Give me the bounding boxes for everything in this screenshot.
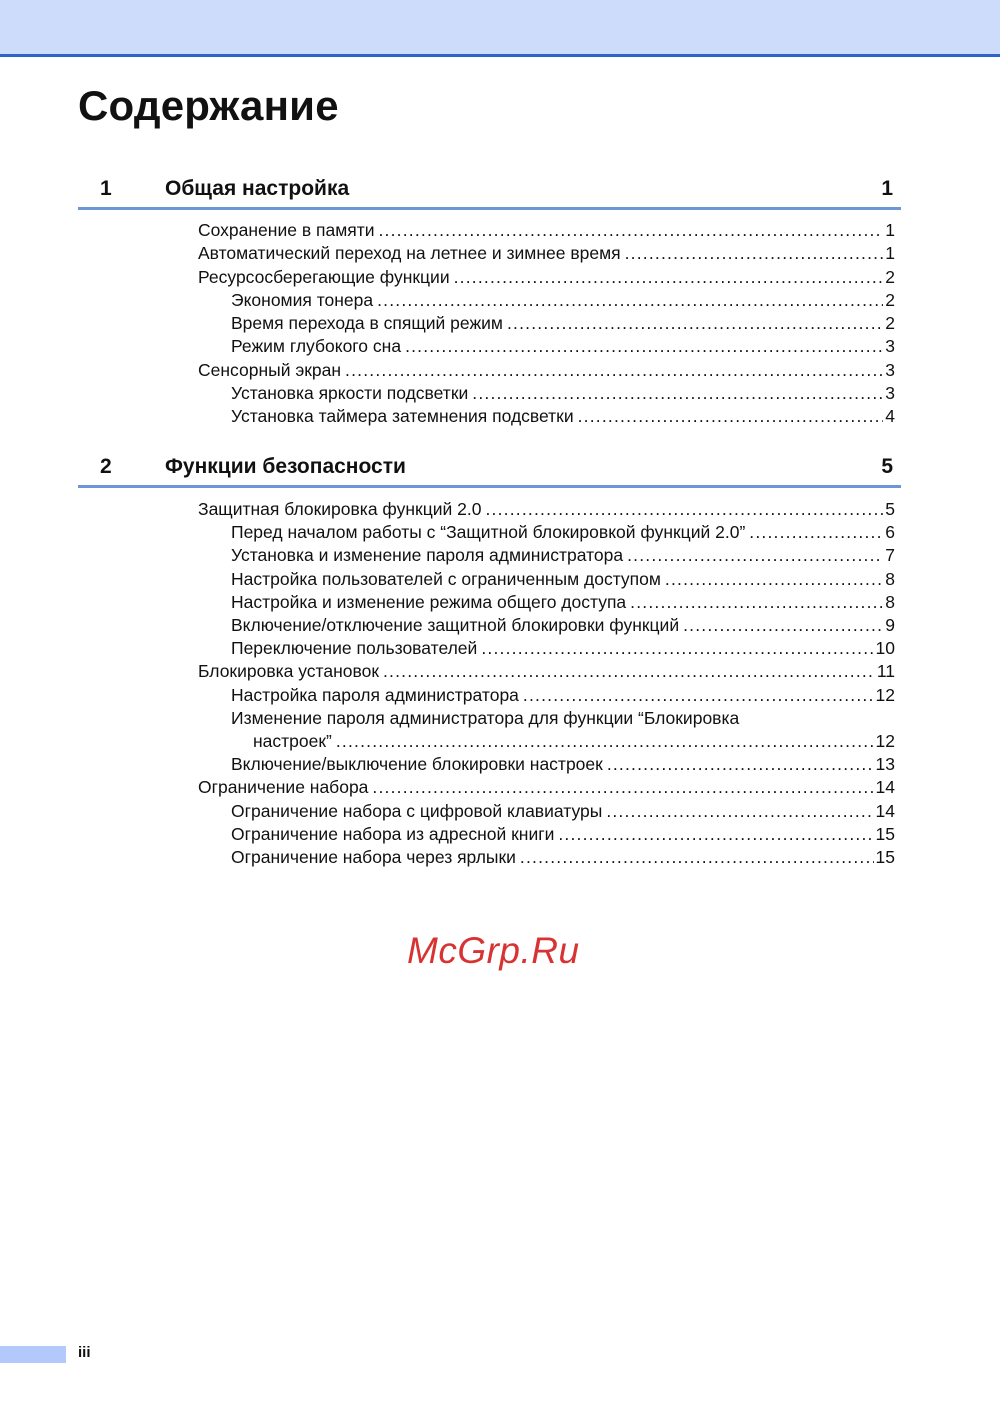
toc-entry[interactable] [231,521,895,544]
toc-entry[interactable] [198,266,895,289]
toc-entry-text: Защитная блокировка функций 2.0 [198,499,482,519]
toc-entry[interactable] [231,684,895,707]
toc-entry-page: 2 [885,313,895,333]
dot-leader [383,660,875,683]
dot-leader [578,405,884,428]
watermark: McGrp.Ru [407,930,580,971]
toc-entry[interactable] [231,614,895,637]
toc-entry-page: 12 [875,684,895,705]
dot-leader [379,219,884,242]
toc-entry-page: 12 [875,731,895,751]
toc-entry-text: Режим глубокого сна [231,336,402,357]
chapter-title: Общая настройка [165,177,350,200]
toc-entry-text: Время перехода в спящий режим [231,313,503,333]
footer-band [0,1346,66,1363]
dot-leader [665,568,883,591]
chapter-page: 5 [881,455,893,478]
dot-leader [507,312,883,335]
dot-leader [372,776,873,799]
toc-entry-text: Ограничение набора из адресной книги [231,823,555,844]
toc-entry-text: Ограничение набора через ярлыки [231,847,516,867]
toc-entry[interactable] [231,568,895,591]
chapter-title: Функции безопасности [165,455,406,478]
toc-entry-text: Установка яркости подсветки [231,382,469,403]
toc-entry-text: Переключение пользователей [231,638,478,659]
toc-entry-page: 2 [885,289,895,310]
toc-entry-page: 15 [875,847,895,867]
dot-leader [606,800,873,823]
dot-leader [625,242,884,265]
toc-entry-page: 14 [875,777,895,798]
toc-entry-text: Изменение пароля администратора для функции “Блокировка [231,707,740,728]
toc-entry-text: Сохранение в памяти [198,220,375,240]
toc-entry-page: 3 [885,382,895,403]
toc-entry-text: Настройка и изменение режима общего доступа [231,591,627,612]
toc-entry-page: 10 [875,638,895,659]
toc-entry[interactable] [231,753,895,776]
toc-entry[interactable] [231,800,895,823]
toc-entry-page: 2 [885,266,895,287]
toc-entry[interactable] [231,382,895,405]
toc-entry-text: Установка и изменение пароля администратора [231,545,624,566]
toc-entry-text: Установка таймера затемнения подсветки [231,406,574,426]
toc-entry-text: настроек” [253,731,332,751]
toc-entry-text: Ограничение набора [198,777,369,798]
toc-entry-text: Ресурсосберегающие функции [198,266,450,287]
dot-leader [377,289,883,312]
toc-entry[interactable] [231,823,895,846]
dot-leader [336,730,874,753]
toc-entry[interactable] [231,289,895,312]
toc-entry-text: Экономия тонера [231,289,374,310]
toc-entry-page: 3 [885,359,895,380]
toc-entry-page: 5 [885,499,895,519]
page-number: iii [78,1344,91,1361]
toc-entry-page: 1 [885,220,895,240]
chapter-page: 1 [881,177,893,200]
chapter-heading-1[interactable] [78,177,901,210]
toc-entry[interactable] [231,312,895,335]
toc-entry[interactable] [231,846,895,869]
dot-leader [630,591,883,614]
dot-leader [454,266,884,289]
toc-entry-page: 11 [876,661,895,682]
toc-entry[interactable] [231,637,895,660]
toc-entry-text: Включение/отключение защитной блокировки функций [231,615,680,635]
toc-entry[interactable] [198,359,895,382]
toc-entry[interactable] [253,730,895,753]
dot-leader [523,684,874,707]
toc-entry-text: Ограничение набора с цифровой клавиатуры [231,800,603,821]
dot-leader [749,521,883,544]
toc-entry-page: 7 [885,545,895,566]
toc-entry-page: 15 [875,823,895,844]
dot-leader [607,753,874,776]
header-band [0,0,1000,57]
toc-entry-text: Настройка пароля администратора [231,684,519,705]
toc-entry-page: 13 [875,754,895,775]
toc-entry[interactable] [231,591,895,614]
toc-entry[interactable] [198,776,895,799]
dot-leader [481,637,873,660]
toc-entry[interactable] [198,242,895,265]
toc-entry-page: 9 [885,615,895,635]
chapter-number: 1 [100,177,112,200]
toc-entry-page: 1 [885,243,895,264]
toc-entry-page: 6 [885,522,895,543]
dot-leader [520,846,874,869]
toc-entry[interactable] [231,405,895,428]
toc-entry-page: 8 [885,591,895,612]
page-title: Содержание [78,82,339,129]
toc-entry[interactable] [198,498,895,521]
toc-entry-text: Автоматический переход на летнее и зимнее время [198,243,621,264]
chapter-number: 2 [100,455,112,478]
toc-entry-page: 14 [875,800,895,821]
toc-entry-text: Перед началом работы с “Защитной блокировкой функций 2.0” [231,522,746,543]
dot-leader [485,498,883,521]
toc-entry[interactable] [231,707,895,730]
toc-entry[interactable] [231,335,895,358]
chapter-heading-2[interactable] [78,455,901,488]
dot-leader [558,823,873,846]
toc-entry-text: Настройка пользователей с ограниченным доступом [231,568,661,589]
dot-leader [345,359,883,382]
toc-entry-page: 4 [885,406,895,426]
toc-entry-page: 3 [885,336,895,357]
toc-entry[interactable] [198,660,895,683]
dot-leader [405,335,883,358]
toc-entry-text: Блокировка установок [198,661,379,682]
dot-leader [627,544,883,567]
dot-leader [472,382,883,405]
toc-entry[interactable] [231,544,895,567]
toc-entry-text: Сенсорный экран [198,359,342,380]
toc-entry[interactable] [198,219,895,242]
toc-entry-page: 8 [885,568,895,589]
dot-leader [683,614,883,637]
toc-entry-text: Включение/выключение блокировки настроек [231,754,603,775]
